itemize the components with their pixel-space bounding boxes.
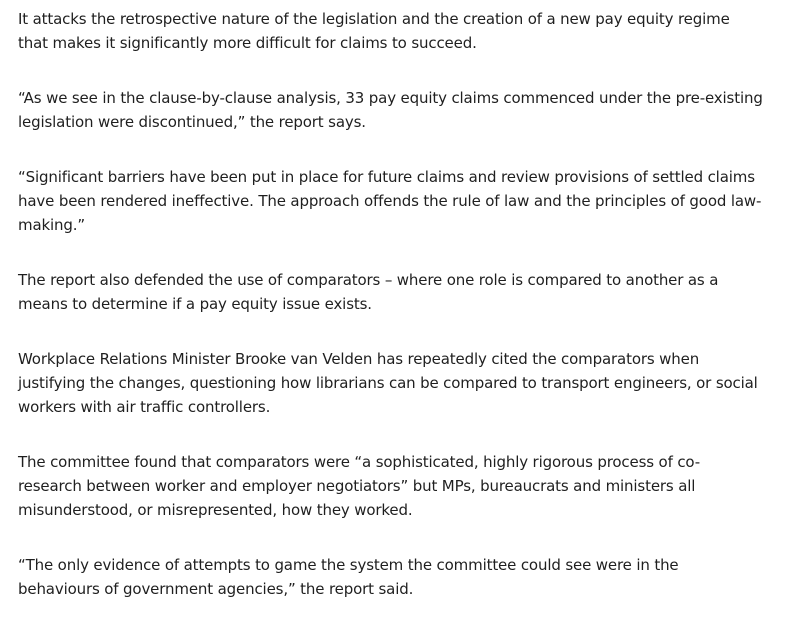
- paragraph-government-agencies: “The only evidence of attempts to game the system the committee could see were in the behaviours of government agencies,” the report said.: [18, 556, 679, 598]
- paragraph-comparators-defended: The report also defended the use of comparators – where one role is compared to another as a means to determine if a pay equity issue exists.: [18, 271, 719, 313]
- paragraph-significant-barriers: “Significant barriers have been put in place for future claims and review provisions of settled claims have been rendered ineffective. The approach offends the rule of law and the principles of good law-making.”: [18, 168, 762, 234]
- paragraph-retrospective-nature: It attacks the retrospective nature of the legislation and the creation of a new pay equity regime that makes it significantly more difficult for claims to succeed.: [18, 10, 730, 52]
- paragraph-committee-finding: The committee found that comparators were “a sophisticated, highly rigorous process of co-research between worker and employer negotiators” but MPs, bureaucrats and ministers all misunderstood, or misrepresented, how they worked.: [18, 453, 701, 519]
- paragraph-claims-discontinued: “As we see in the clause-by-clause analysis, 33 pay equity claims commenced under the pre-existing legislation were discontinued,” the report says.: [18, 89, 763, 131]
- paragraph-minister-comparators: Workplace Relations Minister Brooke van Velden has repeatedly cited the comparators when justifying the changes, questioning how librarians can be compared to transport engineers, or social workers with air traffic controllers.: [18, 350, 758, 416]
